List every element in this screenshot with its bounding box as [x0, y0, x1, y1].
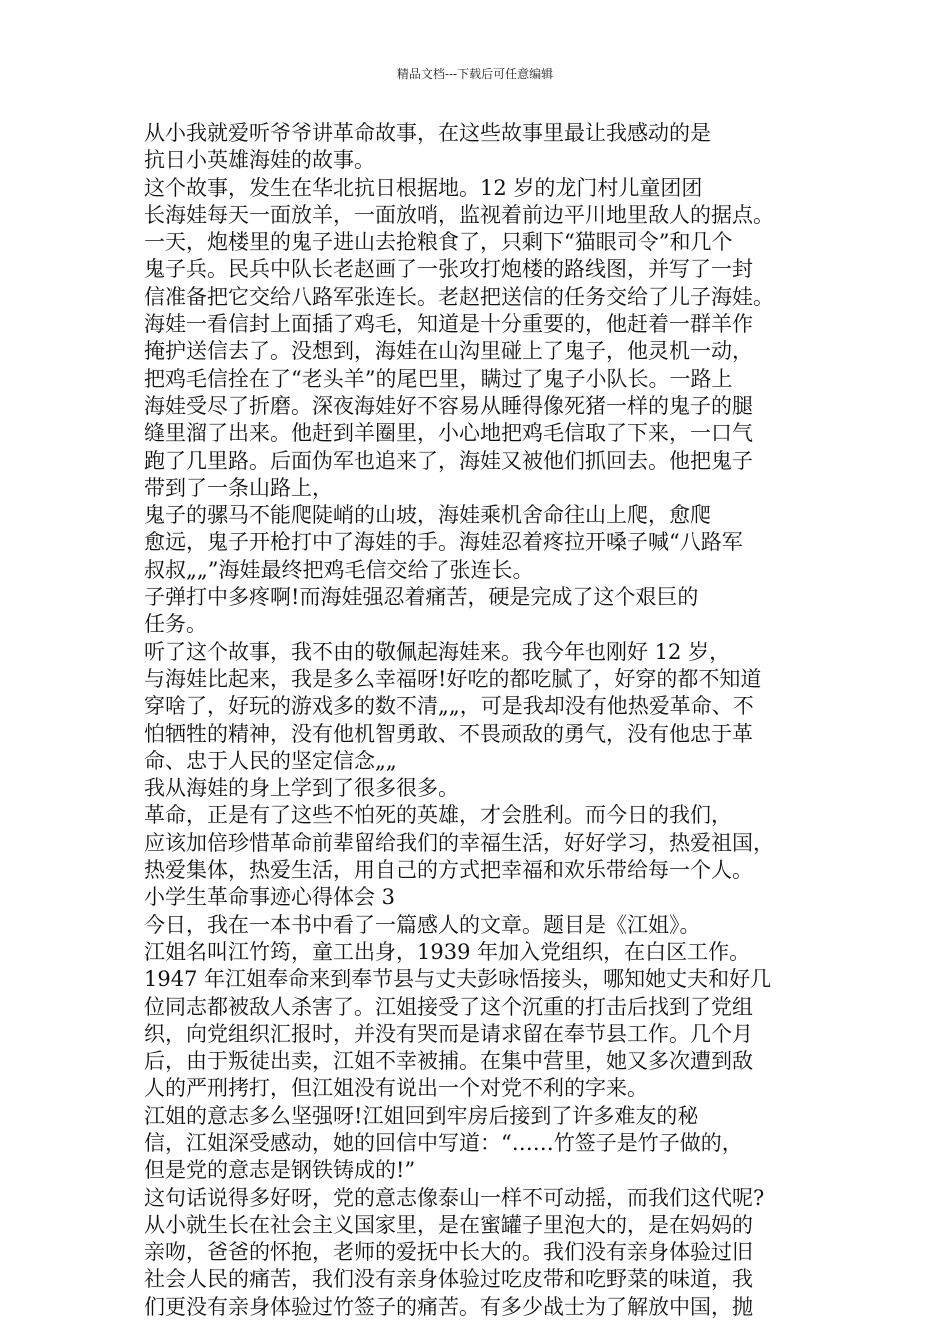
- text-line: 今日，我在一本书中看了一篇感人的文章。题目是《江姐》。: [144, 912, 701, 937]
- text-line: 应该加倍珍惜革命前辈留给我们的幸福生活，好好学习，热爱祖国，: [144, 830, 774, 855]
- text-line: 穿啥了，好玩的游戏多的数不清„„，可是我却没有他热爱革命、不: [144, 694, 754, 719]
- text-line: 带到了一条山路上，: [144, 475, 333, 500]
- section-heading: 小学生革命事迹心得体会 3: [144, 885, 396, 910]
- text-line: 信，江姐深受感动，她的回信中写道：“……竹签子是竹子做的，: [144, 1130, 743, 1155]
- text-line: 海娃受尽了折磨。深夜海娃好不容易从睡得像死猪一样的鬼子的腿: [144, 393, 753, 418]
- text-line: 人的严刑拷打，但江姐没有说出一个对党不利的字来。: [144, 1076, 648, 1101]
- text-line: 任务。: [144, 612, 207, 637]
- text-line: 织，向党组织汇报时，并没有哭而是请求留在奉节县工作。几个月: [144, 1021, 753, 1046]
- text-line: 这个故事，发生在华北抗日根据地。12 岁的龙门村儿童团团: [144, 175, 703, 200]
- text-line: 长海娃每天一面放羊，一面放哨，监视着前边平川地里敌人的据点。: [144, 202, 774, 227]
- text-line: 跑了几里路。后面伪军也追来了，海娃又被他们抓回去。他把鬼子: [144, 448, 753, 473]
- text-line: 们更没有亲身体验过竹签子的痛苦。有多少战士为了解放中国，抛: [144, 1294, 753, 1319]
- text-line: 从小就生长在社会主义国家里，是在蜜罐子里泡大的，是在妈妈的: [144, 1212, 753, 1237]
- text-line: 命、忠于人民的坚定信念„„: [144, 748, 397, 773]
- text-line: 子弹打中多疼啊!而海娃强忍着痛苦，硬是完成了这个艰巨的: [144, 585, 699, 610]
- text-line: 叔叔„„”海娃最终把鸡毛信交给了张连长。: [144, 557, 534, 582]
- text-line: 听了这个故事，我不由的敬佩起海娃来。我今年也刚好 12 岁，: [144, 639, 731, 664]
- document-body: [144, 120, 814, 1321]
- text-line: 鬼子的骡马不能爬陡峭的山坡，海娃乘机舍命往山上爬，愈爬: [144, 503, 711, 528]
- text-line: 与海娃比起来，我是多么幸福呀!好吃的都吃腻了，好穿的都不知道: [144, 666, 762, 691]
- text-line: 抗日小英雄海娃的故事。: [144, 148, 375, 173]
- text-line: 后，由于叛徒出卖，江姐不幸被捕。在集中营里，她又多次遭到敌: [144, 1049, 753, 1074]
- text-line: 热爱集体，热爱生活，用自己的方式把幸福和欢乐带给每一个人。: [144, 858, 753, 883]
- text-line: 江姐的意志多么坚强呀!江姐回到牢房后接到了许多难友的秘: [144, 1103, 699, 1128]
- text-line: 缝里溜了出来。他赶到羊圈里，小心地把鸡毛信取了下来，一口气: [144, 421, 753, 446]
- text-line: 愈远，鬼子开枪打中了海娃的手。海娃忍着疼拉开嗓子喊“八路军: [144, 530, 743, 555]
- text-line: 信准备把它交给八路军张连长。老赵把送信的任务交给了儿子海娃。: [144, 284, 774, 309]
- text-line: 鬼子兵。民兵中队长老赵画了一张攻打炮楼的路线图，并写了一封: [144, 257, 753, 282]
- page-header: 精品文档---下载后可任意编辑: [396, 67, 554, 81]
- text-line: 革命，正是有了这些不怕死的英雄，才会胜利。而今日的我们，: [144, 803, 732, 828]
- text-line: 怕牺牲的精神，没有他机智勇敢、不畏顽敌的勇气，没有他忠于革: [144, 721, 753, 746]
- text-line: 江姐名叫江竹筠，童工出身，1939 年加入党组织，在白区工作。: [144, 939, 751, 964]
- text-line: 一天，炮楼里的鬼子进山去抢粮食了，只剩下“猫眼司令”和几个: [144, 230, 733, 255]
- text-line: 把鸡毛信拴在了“老头羊”的尾巴里，瞒过了鬼子小队长。一路上: [144, 366, 733, 391]
- text-line: 社会人民的痛苦，我们没有亲身体验过吃皮带和吃野菜的味道，我: [144, 1267, 753, 1292]
- text-line: 1947 年江姐奉命来到奉节县与丈夫彭咏悟接头，哪知她丈夫和好几: [144, 967, 772, 992]
- text-line: 海娃一看信封上面插了鸡毛，知道是十分重要的，他赶着一群羊作: [144, 312, 753, 337]
- text-line: 亲吻，爸爸的怀抱，老师的爱抚中长大的。我们没有亲身体验过旧: [144, 1240, 753, 1265]
- text-line: 掩护送信去了。没想到，海娃在山沟里碰上了鬼子，他灵机一动，: [144, 339, 753, 364]
- text-line: 位同志都被敌人杀害了。江姐接受了这个沉重的打击后找到了党组: [144, 994, 753, 1019]
- text-line: 但是党的意志是钢铁铸成的!”: [144, 1158, 416, 1183]
- text-line: 从小我就爱听爷爷讲革命故事，在这些故事里最让我感动的是: [144, 121, 711, 145]
- text-line: 我从海娃的身上学到了很多很多。: [144, 776, 459, 801]
- text-line: 这句话说得多好呀，党的意志像泰山一样不可动摇，而我们这代呢?: [144, 1185, 765, 1210]
